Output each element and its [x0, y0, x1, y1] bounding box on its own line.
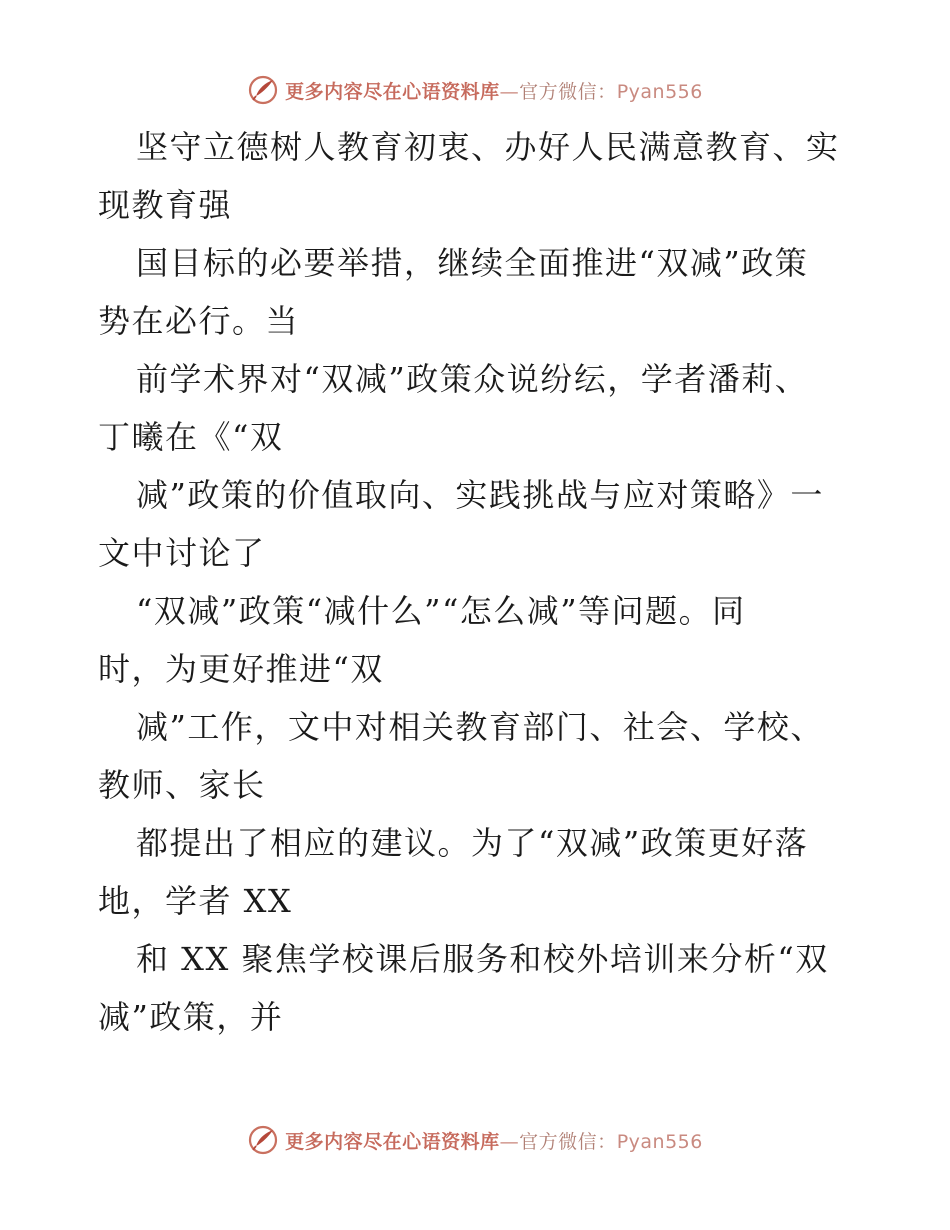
quill-pen-logo-icon	[247, 74, 279, 106]
paragraph-line: 文中讨论了	[98, 534, 266, 572]
paragraph-line: 教师、家长	[98, 766, 266, 804]
quill-pen-logo-icon	[247, 1124, 279, 1156]
watermark-dash: —	[499, 80, 520, 103]
watermark-wechat-id: Pyan556	[616, 1130, 703, 1153]
paragraph-line: 时，为更好推进“双	[98, 650, 384, 688]
document-body	[98, 118, 858, 1046]
paragraph-line: 丁曦在《“双	[98, 418, 284, 456]
paragraph-line: 都提出了相应的建议。为了“双减”政策更好落	[136, 824, 809, 862]
paragraph-line: 现教育强	[98, 186, 233, 224]
paragraph-line: 国目标的必要举措，继续全面推进“双减”政策	[136, 244, 809, 282]
paragraph-line: 减”工作，文中对相关教育部门、社会、学校、	[136, 708, 824, 746]
paragraph-line: 和 XX 聚焦学校课后服务和校外培训来分析“双	[136, 940, 829, 978]
watermark-text	[285, 1127, 703, 1154]
paragraph-line: 减”政策，并	[98, 998, 284, 1036]
header-watermark	[0, 72, 950, 108]
watermark-official-label: 官方微信：	[519, 80, 617, 103]
watermark-dash: —	[499, 1130, 520, 1153]
paragraph-line: “双减”政策“减什么”“怎么减”等问题。同	[136, 592, 746, 630]
watermark-brand: 更多内容尽在心语资料库	[285, 1130, 500, 1153]
watermark-text	[285, 77, 703, 104]
paragraph-line: 坚守立德树人教育初衷、办好人民满意教育、实	[136, 128, 840, 166]
watermark-wechat-id: Pyan556	[616, 80, 703, 103]
paragraph-line: 前学术界对“双减”政策众说纷纭，学者潘莉、	[136, 360, 809, 398]
paragraph-line: 地，学者 XX	[98, 882, 293, 920]
footer-watermark	[0, 1122, 950, 1158]
paragraph-line: 势在必行。当	[98, 302, 300, 340]
paragraph-line: 减”政策的价值取向、实践挑战与应对策略》一	[136, 476, 824, 514]
watermark-brand: 更多内容尽在心语资料库	[285, 80, 500, 103]
watermark-official-label: 官方微信：	[519, 1130, 617, 1153]
